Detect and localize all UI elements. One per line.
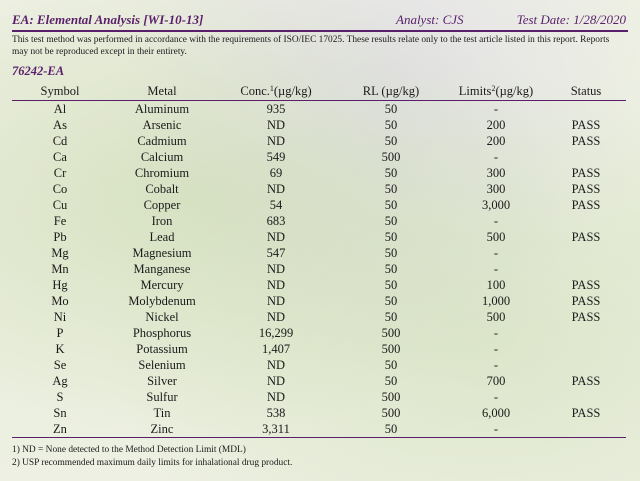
cell-status: PASS (571, 198, 601, 212)
cell-symbol: Mg (51, 246, 69, 260)
table-row (12, 357, 626, 373)
cell-status (546, 149, 626, 165)
cell-rl: 50 (384, 358, 398, 372)
cell-rl: 50 (384, 118, 398, 132)
cell-rl: 50 (384, 166, 398, 180)
cell-conc: ND (266, 118, 286, 132)
table-row (12, 245, 626, 261)
cell-limit: - (493, 390, 499, 404)
cell-metal: Cadmium (137, 134, 187, 148)
report-header (12, 10, 628, 32)
cell-conc: 538 (266, 406, 286, 420)
table-row (12, 293, 626, 309)
cell-status: PASS (571, 230, 601, 244)
analyst-label: Analyst: CJS (396, 12, 464, 27)
cell-conc: ND (266, 134, 286, 148)
cell-conc: 69 (269, 166, 283, 180)
cell-status (546, 341, 626, 357)
results-table-wrapper (12, 82, 626, 438)
cell-status (546, 101, 626, 118)
cell-metal: Tin (153, 406, 171, 420)
cell-conc: 683 (266, 214, 286, 228)
cell-metal: Zinc (108, 421, 216, 438)
cell-status (546, 261, 626, 277)
cell-rl: 50 (384, 134, 398, 148)
table-header-row (12, 82, 626, 101)
cell-metal: Lead (149, 230, 175, 244)
table-row (12, 341, 626, 357)
cell-conc: ND (266, 310, 286, 324)
cell-rl: 500 (381, 390, 401, 404)
cell-rl: 50 (384, 246, 398, 260)
cell-symbol: Sn (53, 406, 67, 420)
header-conc-unit: (µg/kg) (273, 83, 312, 98)
cell-conc: ND (266, 262, 286, 276)
cell-limit: 200 (486, 134, 506, 148)
cell-metal: Calcium (140, 150, 184, 164)
cell-conc: ND (266, 390, 286, 404)
cell-conc: ND (266, 358, 286, 372)
cell-status: PASS (571, 294, 601, 308)
cell-symbol: P (56, 326, 64, 340)
cell-symbol: As (53, 118, 67, 132)
table-row (12, 421, 626, 438)
header-limits-label: Limits (458, 83, 492, 98)
cell-symbol: Mo (51, 294, 69, 308)
footnote-1: 1) ND = None detected to the Method Detection Limit (MDL) (12, 445, 246, 455)
cell-limit: 500 (486, 230, 506, 244)
cell-symbol: Mn (51, 262, 69, 276)
table-row (12, 309, 626, 325)
cell-rl: 50 (384, 294, 398, 308)
cell-symbol: Cu (52, 198, 68, 212)
cell-symbol: Cd (52, 134, 68, 148)
cell-rl: 50 (384, 278, 398, 292)
header-status: Status (546, 82, 626, 101)
cell-conc: ND (266, 294, 286, 308)
cell-limit: 3,000 (481, 198, 511, 212)
cell-status: PASS (571, 182, 601, 196)
report-title: EA: Elemental Analysis [WI-10-13] (12, 12, 204, 27)
cell-symbol: Co (52, 182, 68, 196)
cell-metal: Phosphorus (132, 326, 192, 340)
test-date-label: Test Date: 1/28/2020 (516, 12, 626, 27)
cell-status: PASS (571, 118, 601, 132)
cell-limit: - (493, 358, 499, 372)
cell-limit: - (493, 342, 499, 356)
cell-rl: 50 (384, 230, 398, 244)
cell-metal: Sulfur (146, 390, 178, 404)
cell-metal: Silver (147, 374, 177, 388)
cell-conc: 549 (266, 150, 286, 164)
cell-metal: Manganese (133, 262, 191, 276)
cell-metal: Nickel (145, 310, 179, 324)
cell-status: PASS (571, 278, 601, 292)
cell-status: PASS (571, 134, 601, 148)
header-symbol: Symbol (12, 82, 108, 101)
cell-limit: 6,000 (481, 406, 511, 420)
cell-metal: Arsenic (142, 118, 182, 132)
table-row (12, 261, 626, 277)
cell-conc: 547 (266, 246, 286, 260)
header-limits-unit: (µg/kg) (495, 83, 534, 98)
cell-limit: 1,000 (481, 294, 511, 308)
cell-metal: Iron (151, 214, 173, 228)
cell-metal: Molybdenum (128, 294, 196, 308)
cell-conc: ND (266, 182, 286, 196)
cell-symbol: S (56, 390, 64, 404)
cell-symbol: K (55, 342, 65, 356)
cell-status: PASS (571, 166, 601, 180)
cell-conc: 16,299 (258, 326, 294, 340)
cell-symbol: Ca (53, 150, 67, 164)
cell-metal: Copper (143, 198, 181, 212)
cell-symbol: Hg (52, 278, 68, 292)
cell-rl: 50 (384, 310, 398, 324)
cell-rl: 50 (384, 182, 398, 196)
cell-rl: 50 (336, 421, 446, 438)
cell-limit: - (493, 150, 499, 164)
cell-conc: 54 (269, 198, 283, 212)
results-table (12, 82, 626, 438)
table-row (12, 229, 626, 245)
cell-symbol: Al (53, 102, 67, 116)
cell-status: PASS (571, 310, 601, 324)
cell-limit: 100 (486, 278, 506, 292)
table-row (12, 101, 626, 118)
cell-conc: ND (266, 278, 286, 292)
table-row (12, 117, 626, 133)
table-row (12, 133, 626, 149)
cell-limit: 200 (486, 118, 506, 132)
cell-conc: ND (266, 374, 286, 388)
cell-limit: 300 (486, 166, 506, 180)
cell-status: PASS (571, 374, 601, 388)
cell-metal: Mercury (140, 278, 184, 292)
cell-metal: Chromium (134, 166, 190, 180)
cell-status: PASS (571, 406, 601, 420)
sample-id: 76242-EA (12, 64, 65, 78)
cell-limit: 500 (486, 310, 506, 324)
cell-conc: 935 (266, 102, 286, 116)
cell-status (546, 421, 626, 438)
cell-rl: 50 (384, 374, 398, 388)
header-conc-label: Conc. (240, 83, 270, 98)
table-row (12, 213, 626, 229)
cell-metal: Aluminum (134, 102, 190, 116)
table-row (12, 373, 626, 389)
cell-rl: 500 (381, 150, 401, 164)
cell-limit: - (493, 214, 499, 228)
cell-symbol: Ni (53, 310, 67, 324)
cell-conc: ND (266, 230, 286, 244)
cell-rl: 50 (384, 198, 398, 212)
header-conc-footnote: 1 (269, 83, 274, 93)
header-conc (216, 82, 336, 101)
header-metal: Metal (108, 82, 216, 101)
cell-limit: - (493, 102, 499, 116)
cell-symbol: Ag (52, 374, 68, 388)
cell-symbol: Se (53, 358, 67, 372)
header-limits (446, 82, 546, 101)
table-row (12, 197, 626, 213)
cell-limit: - (493, 246, 499, 260)
cell-status (546, 325, 626, 341)
footnote-2: 2) USP recommended maximum daily limits for inhalational drug product. (12, 457, 293, 468)
cell-status (546, 245, 626, 261)
cell-limit: 300 (486, 182, 506, 196)
cell-symbol: Pb (53, 230, 67, 244)
cell-conc: 3,311 (216, 421, 336, 438)
cell-rl: 50 (384, 262, 398, 276)
cell-rl: 50 (384, 102, 398, 116)
cell-rl: 50 (384, 214, 398, 228)
cell-limit: 700 (486, 374, 506, 388)
disclaimer-text: This test method was performed in accordance with the requirements of ISO/IEC 17025. These results relate only to the test article listed in this report. Reports may not be reproduced except in their entirety. (12, 35, 610, 57)
table-row (12, 149, 626, 165)
header-rl: RL (µg/kg) (336, 82, 446, 101)
cell-symbol: Cr (53, 166, 67, 180)
cell-rl: 500 (381, 326, 401, 340)
cell-limit: - (446, 421, 546, 438)
cell-metal: Potassium (136, 342, 188, 356)
cell-status (546, 357, 626, 373)
table-row (12, 405, 626, 421)
header-limits-footnote: 2 (491, 83, 496, 93)
table-body (12, 101, 626, 438)
table-row (12, 181, 626, 197)
cell-rl: 500 (381, 342, 401, 356)
cell-symbol: Zn (12, 421, 108, 438)
cell-status (546, 213, 626, 229)
cell-rl: 500 (381, 406, 401, 420)
cell-status (546, 389, 626, 405)
cell-symbol: Fe (53, 214, 67, 228)
cell-conc: 1,407 (261, 342, 291, 356)
cell-metal: Cobalt (145, 182, 179, 196)
table-row (12, 389, 626, 405)
table-row (12, 277, 626, 293)
cell-metal: Selenium (138, 358, 186, 372)
cell-limit: - (493, 326, 499, 340)
cell-limit: - (493, 262, 499, 276)
table-row (12, 325, 626, 341)
footnotes (12, 444, 292, 469)
cell-metal: Magnesium (132, 246, 192, 260)
table-row (12, 165, 626, 181)
